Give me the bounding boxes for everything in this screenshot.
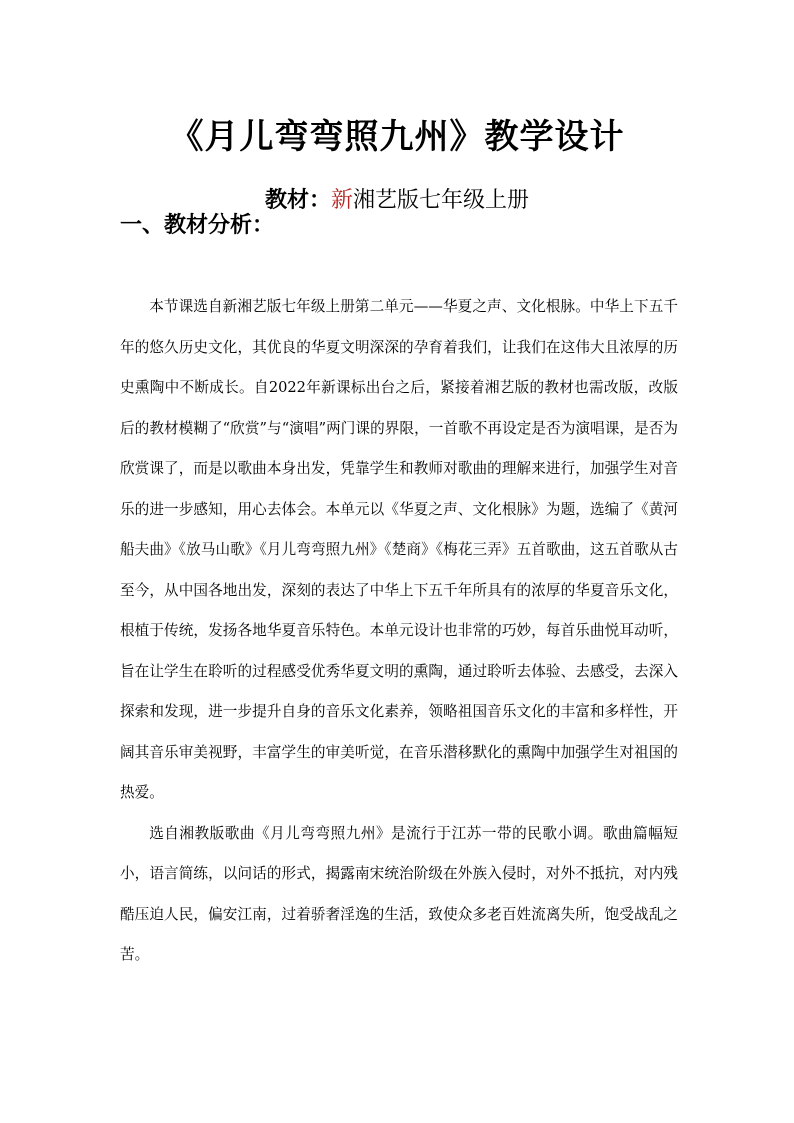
subtitle-label: 教材： [264,188,331,213]
document-title: 《月儿弯弯照九州》教学设计 [169,117,625,157]
paragraph: 选自湘教版歌曲《月儿弯弯照九州》是流行于江苏一带的民歌小调。歌曲篇幅短小，语言简练，以问话的形式，揭露南宋统治阶级在外族入侵时，对外不抵抗，对内残酷压迫人民，偏安江南，过着骄奢淫逸的生活，致使众多老百姓流离失所，饱受战乱之苦。 [120,824,678,963]
document-body [120,287,678,976]
subtitle-marked-char: 新 [330,188,353,213]
subtitle-text: 湘艺版七年级上册 [353,188,530,213]
section-heading: 一、教材分析： [120,213,275,238]
paragraph: 本节课选自新湘艺版七年级上册第二单元——华夏之声、文化根脉。中华上下五千年的悠久历史文化，其优良的华夏文明深深的孕育着我们，让我们在这伟大且浓厚的历史熏陶中不断成长。自2022年新课标出台之后，紧接着湘艺版的教材也需改版，改版后的教材模糊了“欣赏”与“演唱”两门课的界限，一首歌不再设定是否为演唱课，是否为欣赏课了，而是以歌曲本身出发，凭靠学生和教师对歌曲的理解来进行，加强学生对音乐的进一步感知，用心去体会。本单元以《华夏之声、文化根脉》为题，选编了《黄河船夫曲》《放马山歌》《月儿弯弯照九州》《楚商》《梅花三弄》五首歌曲，这五首歌从古至今，从中国各地出发，深刻的表达了中华上下五千年所具有的浓厚的华夏音乐文化，根植于传统，发扬各地华夏音乐特色。本单元设计也非常的巧妙，每首乐曲悦耳动听，旨在让学生在聆听的过程感受优秀华夏文明的熏陶，通过聆听去体验、去感受，去深入探索和发现，进一步提升自身的音乐文化素养，领略祖国音乐文化的丰富和多样性，开阔其音乐审美视野，丰富学生的审美听觉，在音乐潜移默化的熏陶中加强学生对祖国的热爱。 [120,298,678,801]
